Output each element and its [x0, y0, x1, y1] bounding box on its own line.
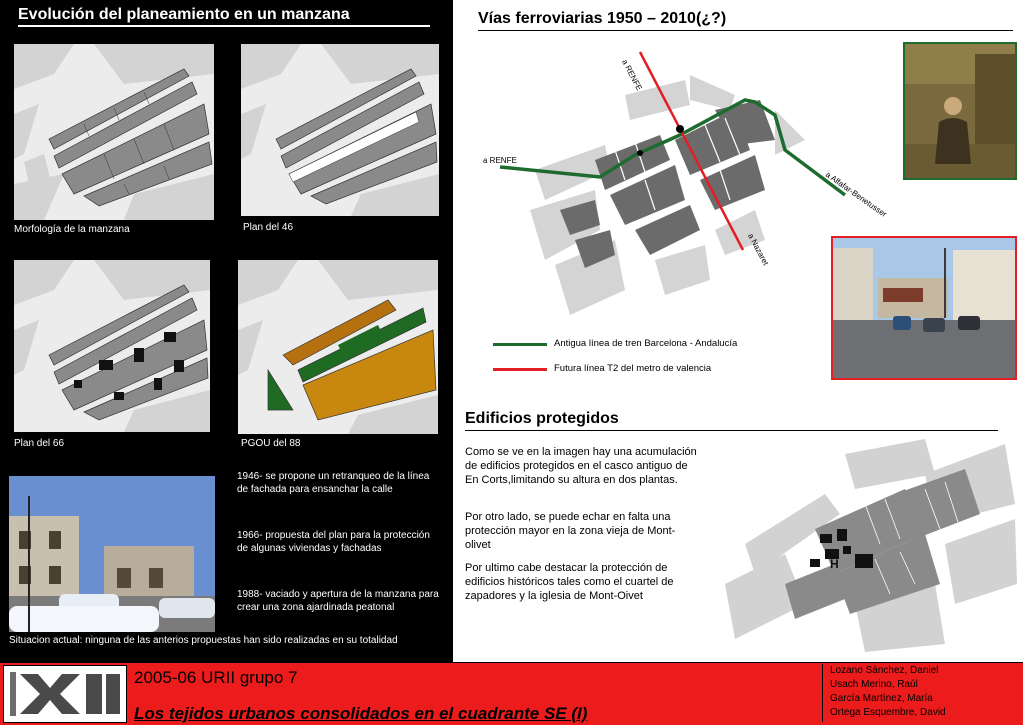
- legend-text-red: Futura línea T2 del metro de valencia: [554, 363, 712, 374]
- note-1946: 1946- se propone un retranqueo de la línea de fachada para ensanchar la calle: [237, 471, 430, 495]
- map-morfologia: [14, 44, 214, 220]
- legend-text-green: Antigua línea de tren Barcelona - Andalucía: [554, 338, 738, 349]
- author-1: Lozano Sánchez, Daniel: [830, 665, 939, 676]
- authors-list: [822, 664, 1021, 722]
- street-photo: [9, 476, 215, 632]
- caption-morfologia: Morfología de la manzana: [14, 224, 130, 235]
- construction-photo: [831, 236, 1017, 380]
- legend-line-red: [493, 368, 547, 371]
- label-nazaret: a Nazaret: [746, 232, 771, 267]
- edificios-map-mark: H: [830, 557, 839, 571]
- course-title: 2005-06 URII grupo 7: [134, 668, 298, 687]
- edificios-title: Edificios protegidos: [465, 410, 998, 431]
- note-1988: 1988- vaciado y apertura de la manzana para crear una zona ajardinada peatonal: [237, 589, 439, 613]
- label-renfe-left: a RENFE: [483, 156, 517, 165]
- legend-line-green: [493, 343, 547, 346]
- sepia-photo: [903, 42, 1017, 180]
- evolution-title: Evolución del planeamiento en un manzana: [18, 6, 430, 27]
- caption-pgou-88: PGOU del 88: [241, 438, 301, 449]
- map-plan-46: [241, 44, 439, 216]
- note-1966: 1966- propuesta del plan para la protección de algunas viviendas y fachadas: [237, 530, 430, 554]
- label-renfe-top: a RENFE: [620, 58, 644, 93]
- edificios-map: [725, 434, 1020, 652]
- presentation-subtitle: Los tejidos urbanos consolidados en el cuadrante SE (I): [134, 704, 588, 723]
- edificios-para-3: Por ultimo cabe destacar la protección de edificios históricos tales como el cuartel de zapadores y la iglesia de Mont-Oivet: [465, 562, 674, 602]
- author-4: Ortega Esquembre, David: [830, 707, 946, 718]
- edificios-para-1: Como se ve en la imagen hay una acumulación de edificios protegidos en el casco antiguo de En Corts,limitando su altura en dos plantas.: [465, 446, 697, 486]
- caption-plan-46: Plan del 46: [243, 222, 294, 233]
- author-3: García Martínez, María: [830, 693, 933, 704]
- label-alfafar: a Alfafar-Benetusser: [823, 170, 889, 219]
- rail-title: Vías ferroviarias 1950 – 2010(¿?): [478, 10, 1013, 31]
- author-2: Usach Merino, Raúl: [830, 679, 918, 690]
- situacion-actual: Situacion actual: ninguna de las anterios propuestas han sido realizadas en su totalidad: [9, 635, 398, 646]
- map-plan-66: [14, 260, 210, 432]
- edificios-para-2: Por otro lado, se puede echar en falta una protección mayor en la zona vieja de Mont-olivet: [465, 511, 676, 551]
- map-pgou-88: [238, 260, 438, 434]
- logo: [3, 665, 127, 723]
- caption-plan-66: Plan del 66: [14, 438, 65, 449]
